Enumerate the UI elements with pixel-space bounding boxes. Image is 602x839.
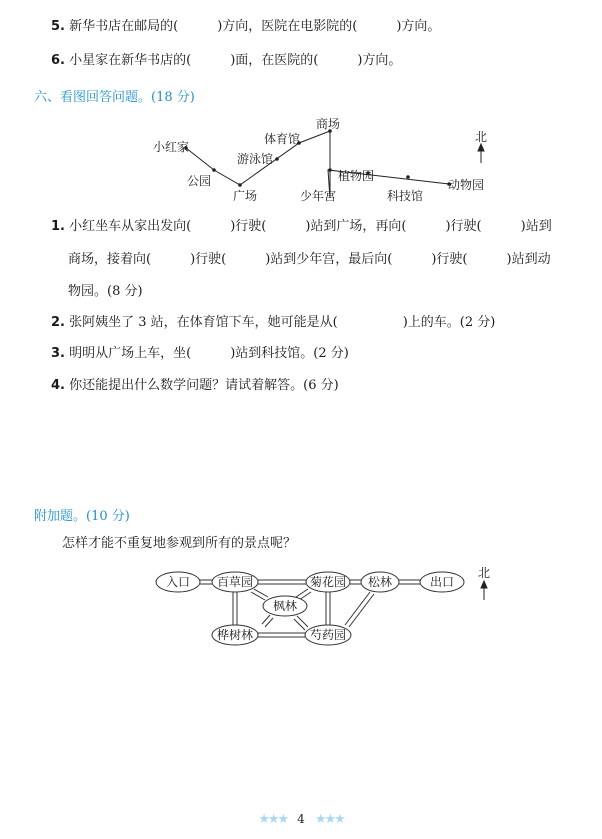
north-label-2: 北 [477, 566, 491, 580]
bonus-heading [34, 505, 130, 524]
bonus-points: (10 分) [86, 509, 130, 524]
question-text: 张阿姨坐了 3 站，在体育馆下车，她可能是从( )上的车。(2 分) [69, 315, 496, 330]
question-text: 小星家在新华书店的( )面，在医院的( )方向。 [69, 53, 402, 68]
north-arrow-icon [478, 144, 484, 163]
label-square: 广场 [233, 189, 258, 203]
label-songlin: 松林 [367, 575, 393, 589]
question-number: 6. [51, 53, 65, 68]
question-number: 5. [51, 19, 65, 34]
label-zoo: 动物园 [448, 178, 485, 192]
question-number: 1. [51, 219, 65, 234]
question-number: 2. [51, 315, 65, 330]
question-text: 你还能提出什么数学问题？请试着解答。(6 分) [69, 378, 339, 393]
label-fenglin: 枫林 [272, 599, 298, 613]
label-entrance: 入口 [165, 575, 191, 589]
question-number: 4. [51, 378, 65, 393]
label-gym: 体育馆 [264, 132, 301, 146]
page-number: 4 [297, 812, 305, 826]
label-swimming-hall: 游泳馆 [237, 152, 274, 166]
label-science-museum: 科技馆 [387, 189, 424, 203]
s6-question-1-line-2: 商场，接着向( )行驶( )站到少年宫，最后向( )行驶( )站到动 [68, 252, 551, 267]
page-footer [0, 812, 602, 827]
north-arrow-icon [481, 581, 487, 600]
section-title: 六、看图回答问题。 [34, 90, 152, 105]
label-baicao: 百草园 [216, 575, 254, 589]
stop-dot [212, 168, 216, 172]
question-text: 明明从广场上车，坐( )站到科技馆。(2 分) [69, 346, 349, 361]
bonus-title: 附加题。 [34, 509, 87, 524]
s6-question-2 [51, 314, 495, 332]
label-shaoyao: 芍药园 [309, 628, 347, 642]
label-botanical: 植物园 [338, 169, 375, 183]
question-number: 3. [51, 346, 65, 361]
stars-left-icon: ★★★ [258, 812, 288, 827]
label-mall: 商场 [316, 117, 341, 131]
label-exit: 出口 [429, 575, 455, 589]
label-juhua: 菊花园 [309, 575, 347, 589]
question-text-line-1: 小红坐车从家出发向( )行驶( )站到广场，再向( )行驶( )站到 [69, 219, 552, 234]
stop-dot [406, 175, 410, 179]
s6-question-3 [51, 345, 349, 363]
stop-dot [275, 157, 279, 161]
label-huashu: 桦树林 [216, 628, 254, 642]
s6-question-4 [51, 377, 339, 395]
label-youth-palace: 少年宫 [300, 189, 337, 203]
label-xiaohong-home: 小红家 [153, 140, 190, 154]
stars-right-icon: ★★★ [314, 812, 344, 827]
question-text: 新华书店在邮局的( )方向，医院在电影院的( )方向。 [69, 19, 441, 34]
s6-question-1-line-3: 物园。(8 分) [68, 284, 143, 299]
section-points: (18 分) [151, 90, 195, 105]
bonus-question: 怎样才能不重复地参观到所有的景点呢？ [62, 536, 297, 551]
s6-question-1 [51, 218, 552, 236]
north-label: 北 [475, 130, 488, 144]
stop-dot [328, 168, 332, 172]
label-park: 公园 [187, 174, 212, 188]
stop-dot [238, 183, 242, 187]
